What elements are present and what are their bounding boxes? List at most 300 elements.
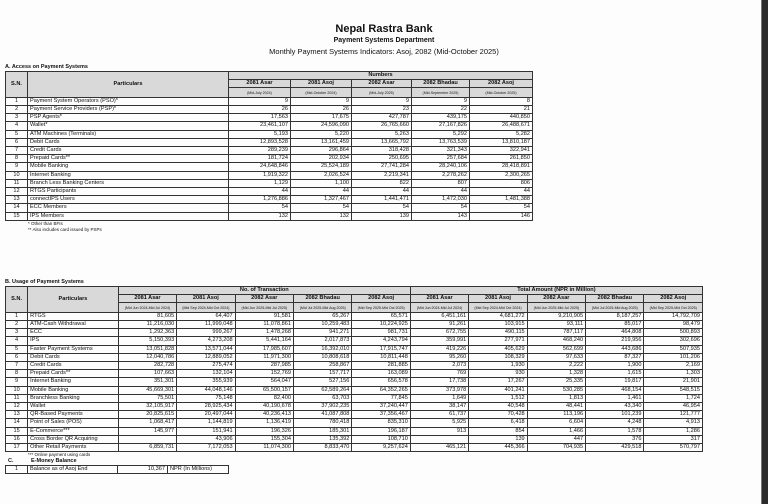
sn-cell: 13 [6,196,28,204]
transaction-count-cell: 355,939 [177,378,235,386]
transaction-count-cell: 132,104 [177,370,235,378]
period-header: 2082 Bhadau [294,295,352,303]
value-cell: 5,282 [470,130,533,138]
transaction-count-cell: 8,833,470 [294,444,352,452]
value-cell: 23 [352,106,412,114]
amount-cell: 21,901 [644,378,703,386]
particulars-cell: IPS Members [28,212,229,220]
sn-cell: 6 [6,353,28,361]
value-cell: 44 [470,188,533,196]
table-row [6,188,533,196]
transaction-count-cell: 151,941 [177,427,235,435]
table-row [6,378,703,386]
transaction-count-cell: 7,172,053 [177,444,235,452]
particulars-cell: ATM Machines (Terminals) [28,130,229,138]
transaction-count-cell: 1,136,419 [235,419,293,427]
value-cell: 822 [352,179,412,187]
sn-cell: 1 [6,466,28,474]
amount-cell: 46,954 [644,403,703,411]
period-header: 2081 Asoj [469,295,527,303]
value-cell: 5,263 [352,130,412,138]
transaction-count-cell: 10,808,618 [294,353,352,361]
transaction-count-cell: 11,971,300 [235,353,293,361]
table-row [6,435,703,443]
transaction-count-cell: 11,216,030 [118,321,176,329]
amount-cell: 108,329 [469,353,527,361]
amount-cell: 1,813 [527,394,585,402]
transaction-count-cell: 5,441,164 [235,337,293,345]
sn-cell: 9 [6,378,28,386]
value-cell: 289,239 [229,147,291,155]
transaction-count-cell: 351,301 [118,378,176,386]
value-cell: 28,240,106 [412,163,470,171]
transaction-count-cell: 62,589,264 [294,386,352,394]
amount-cell: 17,738 [410,378,468,386]
transaction-count-cell: 941,271 [294,329,352,337]
amount-cell: 1,303 [644,370,703,378]
amount-cell: 302,696 [644,337,703,345]
value-cell: 439,175 [412,114,470,122]
sn-cell: 12 [6,403,28,411]
sn-header: S.N. [6,72,28,98]
transaction-count-cell: 6,859,731 [118,444,176,452]
sn-cell: 3 [6,329,28,337]
value-cell: 181,724 [229,155,291,163]
value-cell: 1,327,467 [291,196,352,204]
transaction-count-cell [118,435,176,443]
table-row [6,130,533,138]
viewer-scrollbar[interactable] [761,0,768,504]
table-row [6,362,703,370]
value-cell: 24,596,090 [291,122,352,130]
particulars-cell: RTGS [28,312,119,320]
period-header: 2082 Asoj [470,80,533,88]
transaction-count-cell: 11,074,300 [235,444,293,452]
transaction-count-cell: 77,845 [352,394,410,402]
amount-cell: 401,241 [469,386,527,394]
section-b-title: B. Usage of Payment Systems [5,279,84,285]
amount-cell: 930 [469,370,527,378]
table-row [6,155,533,163]
table-row [6,122,533,130]
particulars-cell: Prepaid Cards** [28,370,119,378]
amount-cell: 464,808 [586,329,644,337]
transaction-count-cell: 999,267 [177,329,235,337]
sn-cell: 14 [6,419,28,427]
table-row [6,444,703,452]
table-row [6,345,703,353]
transaction-count-cell: 152,769 [235,370,293,378]
value-cell: 321,343 [412,147,470,155]
amount-cell: 672,755 [410,329,468,337]
amount-cell: 139 [469,435,527,443]
particulars-cell: Credit Cards [28,362,119,370]
value-cell: 132 [291,212,352,220]
amount-cell: 1,328 [527,370,585,378]
transaction-count-cell: 40,190,678 [235,403,293,411]
value-cell: 44 [291,188,352,196]
section-b [5,279,703,474]
amount-cell: 19,817 [586,378,644,386]
value-cell: 250,695 [352,155,412,163]
value-cell: 54 [412,204,470,212]
transaction-count-cell: 75,501 [118,394,176,402]
amount-cell: 507,935 [644,345,703,353]
value-cell: 17,675 [291,114,352,122]
period-header: 2081 Asar [410,295,468,303]
amount-cell: 1,724 [644,394,703,402]
value-cell: 21 [470,106,533,114]
amount-cell: 38,147 [410,403,468,411]
value-cell: 2,219,341 [352,171,412,179]
balance-value: 10,367 [118,466,168,474]
sn-cell: 3 [6,114,28,122]
transaction-count-cell: 11,078,861 [235,321,293,329]
value-cell: 296,864 [291,147,352,155]
transaction-count-cell: 196,326 [235,427,293,435]
period-header: 2082 Bhadau [586,295,644,303]
value-cell: 9 [229,97,291,105]
value-cell: 44 [412,188,470,196]
amount-cell: 317 [644,435,703,443]
transaction-count-cell: 37,356,467 [352,411,410,419]
sn-cell: 7 [6,147,28,155]
table-row [6,147,533,155]
transaction-count-cell: 780,418 [294,419,352,427]
value-cell: 1,276,886 [229,196,291,204]
transaction-count-cell: 17,985,607 [235,345,293,353]
value-cell: 13,810,187 [470,138,533,146]
amount-cell: 85,017 [586,321,644,329]
transaction-count-cell: 275,474 [177,362,235,370]
table-row [6,394,703,402]
table-row [6,419,703,427]
transaction-count-cell: 65,571 [352,312,410,320]
value-cell: 1,441,471 [352,196,412,204]
period-header: 2082 Asar [352,80,412,88]
table-row [6,204,533,212]
section-c-heading [5,458,703,465]
period-range-header: (Mid Jun 2024-Mid Jul 2024) [118,303,176,312]
value-cell: 13,161,459 [291,138,352,146]
amount-cell: 4,248 [586,419,644,427]
particulars-cell: connectIPS Users [28,196,229,204]
period-header: 2081 Asar [118,295,176,303]
particulars-cell: Payment Service Providers (PSP)* [28,106,229,114]
value-cell: 26 [291,106,352,114]
particulars-cell: Prepaid Cards** [28,155,229,163]
value-cell: 27,167,826 [412,122,470,130]
table-row [6,411,703,419]
particulars-cell: Point of Sales (POS) [28,419,119,427]
amount-cell: 1,461 [586,394,644,402]
amount-cell: 1,466 [527,427,585,435]
value-cell: 261,850 [470,155,533,163]
emoney-table [5,465,229,474]
sn-cell: 4 [6,122,28,130]
particulars-cell: ECC [28,329,119,337]
amount-cell: 429,518 [586,444,644,452]
transaction-count-cell: 1,144,819 [177,419,235,427]
value-cell: 27,741,284 [352,163,412,171]
transaction-count-cell: 82,400 [235,394,293,402]
amount-cell [410,435,468,443]
transaction-count-cell: 163,089 [352,370,410,378]
amount-group-header: Total Amount (NPR in Million) [410,287,702,295]
period-header: 2081 Asoj [291,80,352,88]
sn-cell: 10 [6,171,28,179]
amount-cell: 25,335 [527,378,585,386]
amount-cell: 40,548 [469,403,527,411]
particulars-cell: Internet Banking [28,378,119,386]
value-cell: 139 [352,212,412,220]
particulars-cell: Faster Payment Systems [28,345,119,353]
transaction-count-cell: 4,273,208 [177,337,235,345]
transaction-count-cell: 135,392 [294,435,352,443]
transaction-count-cell: 65,267 [294,312,352,320]
value-cell: 54 [352,204,412,212]
amount-cell: 359,991 [410,337,468,345]
value-cell: 2,278,262 [412,171,470,179]
value-cell: 1,129 [229,179,291,187]
transaction-count-cell: 564,047 [235,378,293,386]
value-cell: 1,919,322 [229,171,291,179]
sn-cell: 10 [6,386,28,394]
footnote: ** Also includes card issued by PSPs [28,226,102,232]
transaction-count-cell: 16,392,010 [294,345,352,353]
amount-cell: 98,479 [644,321,703,329]
table-row [6,312,703,320]
transaction-count-cell: 185,301 [294,427,352,435]
amount-cell: 277,971 [469,337,527,345]
period-range-header: (Mid Jun 2025-Mid Jul 2025) [527,303,585,312]
table-row [6,106,533,114]
section-a-title: A. Access on Payment Systems [5,64,88,70]
amount-cell: 103,915 [469,321,527,329]
transaction-count-cell: 11,999,048 [177,321,235,329]
particulars-cell: Cross Border QR Acquiring [28,435,119,443]
particulars-cell: RTGS Participants [28,188,229,196]
transaction-count-cell: 12,889,052 [177,353,235,361]
period-header: 2082 Asar [527,295,585,303]
amount-cell: 6,451,161 [410,312,468,320]
period-range-header: (Mid Jul 2025-Mid Aug 2025) [294,303,352,312]
value-cell: 2,026,524 [291,171,352,179]
table-row [6,171,533,179]
transaction-count-cell: 282,728 [118,362,176,370]
value-cell: 2,300,265 [470,171,533,179]
table-row [6,138,533,146]
value-cell: 44 [352,188,412,196]
period-range-header: (Mid Sep 2024-Mid Oct 2024) [469,303,527,312]
transaction-count-cell: 37,240,447 [352,403,410,411]
particulars-cell: PSP Agents* [28,114,229,122]
value-cell: 427,787 [352,114,412,122]
amount-cell: 1,649 [410,394,468,402]
amount-cell: 121,777 [644,411,703,419]
table-row [6,114,533,122]
particulars-cell: Other Retail Payments [28,444,119,452]
table-row [6,403,703,411]
amount-cell: 562,699 [527,345,585,353]
sn-cell: 7 [6,362,28,370]
value-cell: 5,220 [291,130,352,138]
transaction-count-cell: 281,885 [352,362,410,370]
transaction-count-cell: 13,051,828 [118,345,176,353]
numbers-group-header: Numbers [229,72,533,80]
period-range-header: (Mid Jul 2025-Mid Aug 2025) [586,303,644,312]
transaction-count-cell: 1,068,417 [118,419,176,427]
transaction-count-cell: 5,150,393 [118,337,176,345]
value-cell: 9 [352,97,412,105]
table-row [6,386,703,394]
sn-cell: 14 [6,204,28,212]
transaction-count-cell: 44,048,146 [177,386,235,394]
sn-cell: 13 [6,411,28,419]
org-title: Nepal Rastra Bank [335,23,433,35]
table-row [6,337,703,345]
value-cell: 12,893,528 [229,138,291,146]
transaction-count-cell: 63,703 [294,394,352,402]
period-range-header: (Mid Sep 2024-Mid Oct 2024) [177,303,235,312]
value-cell: 28,418,891 [470,163,533,171]
transaction-count-cell: 155,304 [235,435,293,443]
amount-cell: 443,686 [586,345,644,353]
amount-cell: 419,226 [410,345,468,353]
transaction-count-cell: 45,669,301 [118,386,176,394]
value-cell: 8 [470,97,533,105]
transaction-count-cell: 2,017,873 [294,337,352,345]
transaction-count-cell: 75,148 [177,394,235,402]
transactions-group-header: No. of Transaction [118,287,410,295]
amount-cell: 1,615 [586,370,644,378]
transaction-count-cell: 258,867 [294,362,352,370]
amount-cell: 376 [586,435,644,443]
amount-cell: 61,737 [410,411,468,419]
value-cell: 17,563 [229,114,291,122]
amount-cell: 1,900 [586,362,644,370]
department-title: Payment Systems Department [333,37,435,44]
value-cell: 440,850 [470,114,533,122]
transaction-count-cell: 835,310 [352,419,410,427]
value-cell: 1,481,388 [470,196,533,204]
sn-cell: 5 [6,345,28,353]
table-row [6,163,533,171]
value-cell: 44 [229,188,291,196]
amount-cell: 5,925 [410,419,468,427]
transaction-count-cell: 196,187 [352,427,410,435]
transaction-count-cell: 10,224,925 [352,321,410,329]
amount-cell: 97,633 [527,353,585,361]
value-cell: 24,648,846 [229,163,291,171]
value-cell: 9 [412,97,470,105]
table-row [6,427,703,435]
table-row [6,353,703,361]
transaction-count-cell: 108,710 [352,435,410,443]
table-row [6,321,703,329]
transaction-count-cell: 1,478,268 [235,329,293,337]
amount-cell: 500,893 [644,329,703,337]
transaction-count-cell: 656,578 [352,378,410,386]
value-cell: 5,292 [412,130,470,138]
amount-cell: 1,930 [469,362,527,370]
transaction-count-cell: 12,040,786 [118,353,176,361]
transaction-count-cell: 64,407 [177,312,235,320]
sn-cell: 17 [6,444,28,452]
transaction-count-cell: 4,243,794 [352,337,410,345]
period-header: 2082 Asoj [644,295,703,303]
amount-cell: 468,240 [527,337,585,345]
particulars-cell: E-Commerce*** [28,427,119,435]
particulars-cell: Branchless Banking [28,394,119,402]
table-row [6,466,229,474]
table-row [6,212,533,220]
particulars-cell: Mobile Banking [28,386,119,394]
transaction-count-cell: 41,087,808 [294,411,352,419]
table-row [6,97,533,105]
value-cell: 54 [291,204,352,212]
period-range-header: (Mid-July 2025) [352,88,412,97]
amount-cell: 2,073 [410,362,468,370]
section-c-title: E-Money Balance [31,458,77,465]
table-row [6,370,703,378]
value-cell: 143 [412,212,470,220]
amount-cell: 1,286 [644,427,703,435]
access-table [5,71,533,221]
sn-cell: 9 [6,163,28,171]
period-range-header: (Mid-October 2024) [291,88,352,97]
particulars-cell: Payment System Operators (PSO)* [28,97,229,105]
transaction-count-cell: 81,605 [118,312,176,320]
transaction-count-cell: 9,257,624 [352,444,410,452]
value-cell: 54 [229,204,291,212]
amount-cell: 570,797 [644,444,703,452]
transaction-count-cell: 17,915,747 [352,345,410,353]
amount-cell: 4,913 [644,419,703,427]
sn-cell: 8 [6,155,28,163]
transaction-count-cell: 287,985 [235,362,293,370]
amount-cell: 93,111 [527,321,585,329]
report-subtitle: Monthly Payment Systems Indicators: Asoj, 2082 (Mid-October 2025) [269,47,499,56]
amount-cell: 17,267 [469,378,527,386]
transaction-count-cell: 91,581 [235,312,293,320]
period-header: 2081 Asar [229,80,291,88]
footnote: * Other than BFIs [28,220,63,226]
amount-cell: 48,441 [527,403,585,411]
transaction-count-cell: 28,925,434 [177,403,235,411]
particulars-cell: Mobile Banking [28,163,229,171]
sn-cell: 11 [6,394,28,402]
sn-cell: 8 [6,370,28,378]
amount-cell: 91,261 [410,321,468,329]
sn-cell: 2 [6,321,28,329]
value-cell: 54 [470,204,533,212]
amount-cell: 1,512 [469,394,527,402]
section-a [5,64,533,233]
amount-cell: 14,792,709 [644,312,703,320]
transaction-count-cell: 20,497,044 [177,411,235,419]
particulars-cell: ECC Members [28,204,229,212]
table-row [6,329,703,337]
particulars-header: Particulars [28,72,229,98]
sn-header: S.N. [6,287,28,313]
section-c-letter: C. [8,458,14,465]
value-cell: 318,428 [352,147,412,155]
table-row [6,179,533,187]
value-cell: 807 [412,179,470,187]
amount-cell: 2,169 [644,362,703,370]
amount-cell: 101,239 [586,411,644,419]
